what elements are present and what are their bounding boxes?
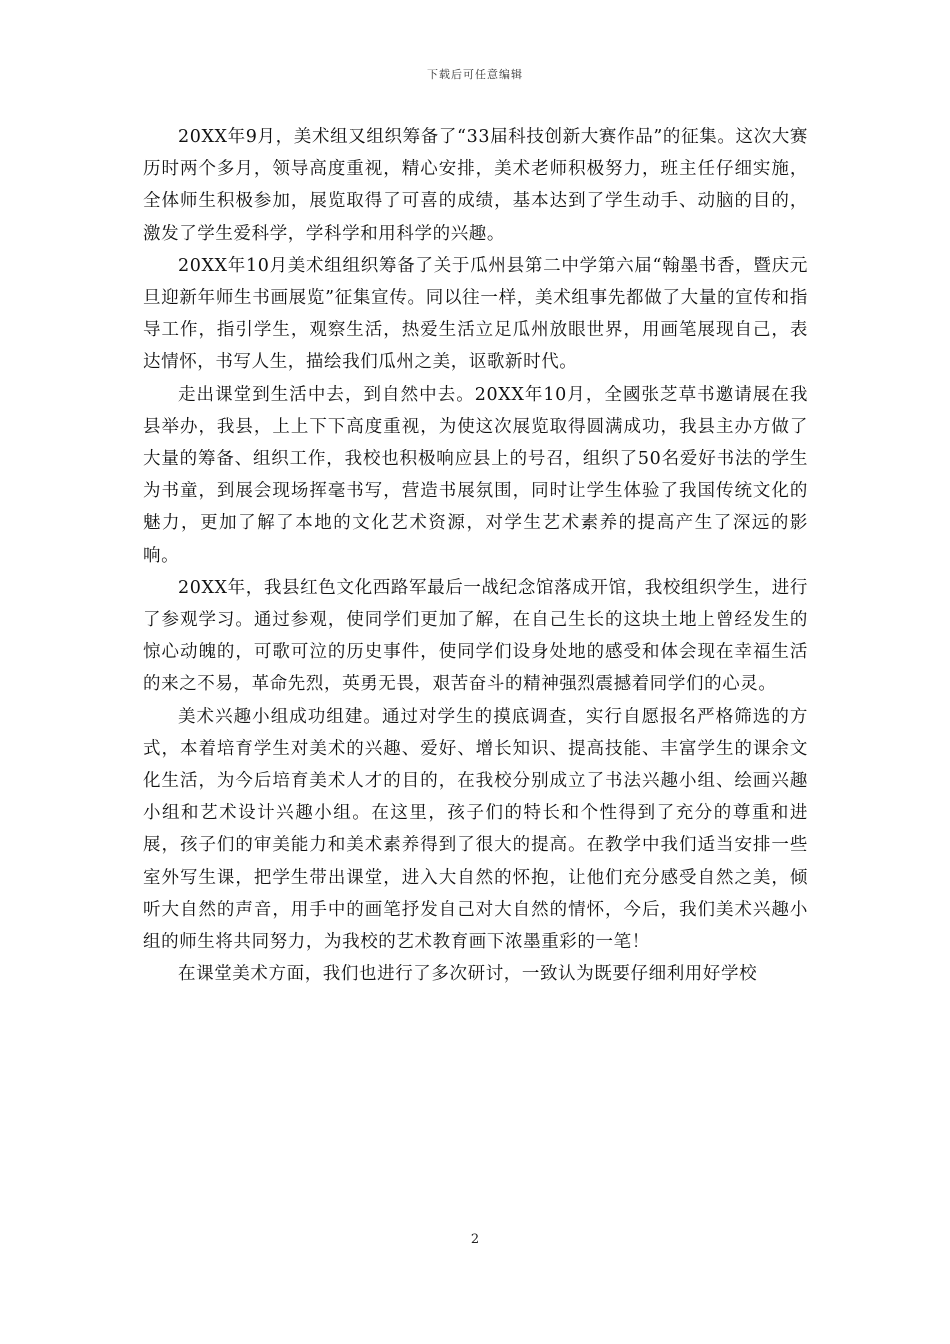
paragraph-art-interest-group: 美术兴趣小组成功组建。通过对学生的摸底调查，实行自愿报名严格筛选的方式，本着培育学生对美术的兴趣、爱好、增长知识、提高技能、丰富学生的课余文化生活，为今后培育美术人才的目的，在我校分别成立了书法兴趣小组、绘画兴趣小组和艺术设计兴趣小组。在这里，孩子们的特长和个性得到了充分的尊重和进展，孩子们的审美能力和美术素养得到了很大的提高。在教学中我们适当安排一些室外写生课，把学生带出课堂，进入大自然的怀抱，让他们充分感受自然之美，倾听大自然的声音，用手中的画笔抒发自己对大自然的情怀，今后，我们美术兴趣小组的师生将共同努力，为我校的艺术教育画下浓墨重彩的一笔！ [143,706,808,953]
page-number: 2 [470,1232,480,1247]
document-body [143,121,808,990]
paragraph-zhangzhi-cursive-exhibition: 走出课堂到生活中去，到自然中去。20XX年10月，全國张芝草书邀请展在我县举办，我县，上上下下高度重视，为使这次展览取得圆满成功，我县主办方做了大量的筹备、组织工作，我校也积极响应县上的号召，组织了50名爱好书法的学生为书童，到展会现场挥毫书写，营造书展氛围，同时让学生体验了我国传统文化的魅力，更加了解了本地的文化艺术资源，对学生艺术素养的提高产生了深远的影响。 [143,384,808,566]
paragraph-tech-contest: 20XX年9月，美术组又组织筹备了“33届科技创新大赛作品”的征集。这次大赛历时两个多月，领导高度重视，精心安排，美术老师积极努力，班主任仔细实施，全体师生积极参加，展览取得了可喜的成绩，基本达到了学生动手、动脑的目的，激发了学生爱科学，学科学和用科学的兴趣。 [143,127,808,244]
paragraph-memorial-visit: 20XX年，我县红色文化西路军最后一战纪念馆落成开馆，我校组织学生，进行了参观学习。通过参观，使同学们更加了解，在自己生长的这块土地上曾经发生的惊心动魄的，可歌可泣的历史事件，使同学们设身处地的感受和体会现在幸福生活的来之不易，革命先烈，英勇无畏，艰苦奋斗的精神强烈震撼着同学们的心灵。 [143,577,808,695]
paragraph-classroom-art: 在课堂美术方面，我们也进行了多次研讨，一致认为既要仔细利用好学校 [178,964,758,985]
paragraph-calligraphy-exhibition: 20XX年10月美术组组织筹备了关于瓜州县第二中学第六届“翰墨书香，暨庆元旦迎新年师生书画展览”征集宣传。同以往一样，美术组事先都做了大量的宣传和指导工作，指引学生，观察生活，热爱生活立足瓜州放眼世界，用画笔展现自己，表达情怀，书写人生，描绘我们瓜州之美，讴歌新时代。 [143,255,808,373]
page-header-note: 下载后可任意编辑 [427,68,523,81]
